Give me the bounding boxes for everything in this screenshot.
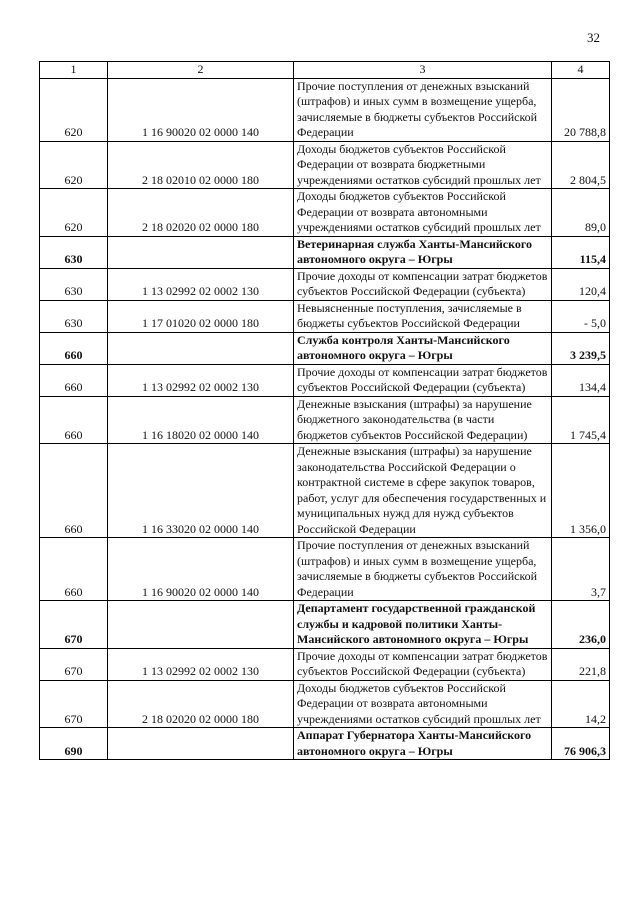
classification-code-cell [108, 332, 294, 364]
table-row [40, 236, 610, 268]
table-row [40, 538, 610, 601]
classification-code-cell: 1 16 90020 02 0000 140 [108, 538, 294, 601]
administrator-code-cell: 660 [40, 332, 108, 364]
classification-code-cell [108, 236, 294, 268]
table-row [40, 332, 610, 364]
revenue-name-cell: Доходы бюджетов субъектов Российской Федерации от возврата автономными учреждениями остатков субсидий прошлых лет [294, 680, 552, 728]
classification-code-cell: 2 18 02020 02 0000 180 [108, 189, 294, 237]
table-row [40, 78, 610, 141]
column-header-1: 1 [40, 62, 108, 79]
table-row [40, 396, 610, 444]
revenue-name-cell: Департамент государственной гражданской службы и кадровой политики Ханты-Мансийского автономного округа – Югры [294, 601, 552, 649]
revenue-name-cell: Денежные взыскания (штрафы) за нарушение законодательства Российской Федерации о контрактной системе в сфере закупок товаров, работ, услуг для обеспечения государственных и муниципальных нужд для нужд субъектов Российской Федерации [294, 444, 552, 538]
administrator-code-cell: 620 [40, 78, 108, 141]
administrator-code-cell: 660 [40, 538, 108, 601]
revenue-name-cell: Доходы бюджетов субъектов Российской Федерации от возврата бюджетными учреждениями остатков субсидий прошлых лет [294, 141, 552, 189]
column-header-2: 2 [108, 62, 294, 79]
classification-code-cell: 1 13 02992 02 0002 130 [108, 364, 294, 396]
revenue-name-cell: Ветеринарная служба Ханты-Мансийского автономного округа – Югры [294, 236, 552, 268]
administrator-code-cell: 660 [40, 364, 108, 396]
amount-cell: 3,7 [552, 538, 610, 601]
classification-code-cell [108, 601, 294, 649]
table-row [40, 648, 610, 680]
amount-cell: - 5,0 [552, 300, 610, 332]
administrator-code-cell: 660 [40, 396, 108, 444]
column-header-4: 4 [552, 62, 610, 79]
amount-cell: 236,0 [552, 601, 610, 649]
revenue-name-cell: Невыясненные поступления, зачисляемые в бюджеты субъектов Российской Федерации [294, 300, 552, 332]
classification-code-cell: 1 13 02992 02 0002 130 [108, 268, 294, 300]
revenue-name-cell: Денежные взыскания (штрафы) за нарушение бюджетного законодательства (в части бюджетов субъектов Российской Федерации) [294, 396, 552, 444]
classification-code-cell: 2 18 02010 02 0000 180 [108, 141, 294, 189]
administrator-code-cell: 670 [40, 648, 108, 680]
revenue-name-cell: Доходы бюджетов субъектов Российской Федерации от возврата автономными учреждениями остатков субсидий прошлых лет [294, 189, 552, 237]
amount-cell: 134,4 [552, 364, 610, 396]
table-row [40, 141, 610, 189]
administrator-code-cell: 630 [40, 268, 108, 300]
revenue-name-cell: Прочие доходы от компенсации затрат бюджетов субъектов Российской Федерации (субъекта) [294, 268, 552, 300]
revenue-name-cell: Прочие доходы от компенсации затрат бюджетов субъектов Российской Федерации (субъекта) [294, 648, 552, 680]
amount-cell: 120,4 [552, 268, 610, 300]
amount-cell: 2 804,5 [552, 141, 610, 189]
table-row [40, 601, 610, 649]
amount-cell: 1 356,0 [552, 444, 610, 538]
page-number: 32 [587, 30, 600, 45]
administrator-code-cell: 660 [40, 444, 108, 538]
classification-code-cell: 1 16 18020 02 0000 140 [108, 396, 294, 444]
amount-cell: 14,2 [552, 680, 610, 728]
amount-cell: 1 745,4 [552, 396, 610, 444]
table-row [40, 728, 610, 760]
revenue-name-cell: Прочие доходы от компенсации затрат бюджетов субъектов Российской Федерации (субъекта) [294, 364, 552, 396]
amount-cell: 115,4 [552, 236, 610, 268]
administrator-code-cell: 630 [40, 300, 108, 332]
revenue-name-cell: Аппарат Губернатора Ханты-Мансийского автономного округа – Югры [294, 728, 552, 760]
column-header-3: 3 [294, 62, 552, 79]
table-row [40, 364, 610, 396]
classification-code-cell: 1 17 01020 02 0000 180 [108, 300, 294, 332]
administrator-code-cell: 670 [40, 680, 108, 728]
amount-cell: 20 788,8 [552, 78, 610, 141]
amount-cell: 76 906,3 [552, 728, 610, 760]
administrator-code-cell: 630 [40, 236, 108, 268]
classification-code-cell: 2 18 02020 02 0000 180 [108, 680, 294, 728]
amount-cell: 3 239,5 [552, 332, 610, 364]
classification-code-cell: 1 13 02992 02 0002 130 [108, 648, 294, 680]
budget-revenue-table [39, 61, 610, 760]
revenue-name-cell: Прочие поступления от денежных взысканий (штрафов) и иных сумм в возмещение ущерба, зачисляемые в бюджеты субъектов Российской Федерации [294, 538, 552, 601]
column-number-row [40, 62, 610, 79]
table-row [40, 300, 610, 332]
classification-code-cell [108, 728, 294, 760]
administrator-code-cell: 620 [40, 141, 108, 189]
table-body [40, 62, 610, 760]
amount-cell: 89,0 [552, 189, 610, 237]
amount-cell: 221,8 [552, 648, 610, 680]
table-row [40, 189, 610, 237]
administrator-code-cell: 690 [40, 728, 108, 760]
table-row [40, 268, 610, 300]
administrator-code-cell: 620 [40, 189, 108, 237]
table-row [40, 680, 610, 728]
revenue-name-cell: Служба контроля Ханты-Мансийского автономного округа – Югры [294, 332, 552, 364]
classification-code-cell: 1 16 90020 02 0000 140 [108, 78, 294, 141]
revenue-name-cell: Прочие поступления от денежных взысканий (штрафов) и иных сумм в возмещение ущерба, зачисляемые в бюджеты субъектов Российской Федерации [294, 78, 552, 141]
classification-code-cell: 1 16 33020 02 0000 140 [108, 444, 294, 538]
administrator-code-cell: 670 [40, 601, 108, 649]
table-row [40, 444, 610, 538]
